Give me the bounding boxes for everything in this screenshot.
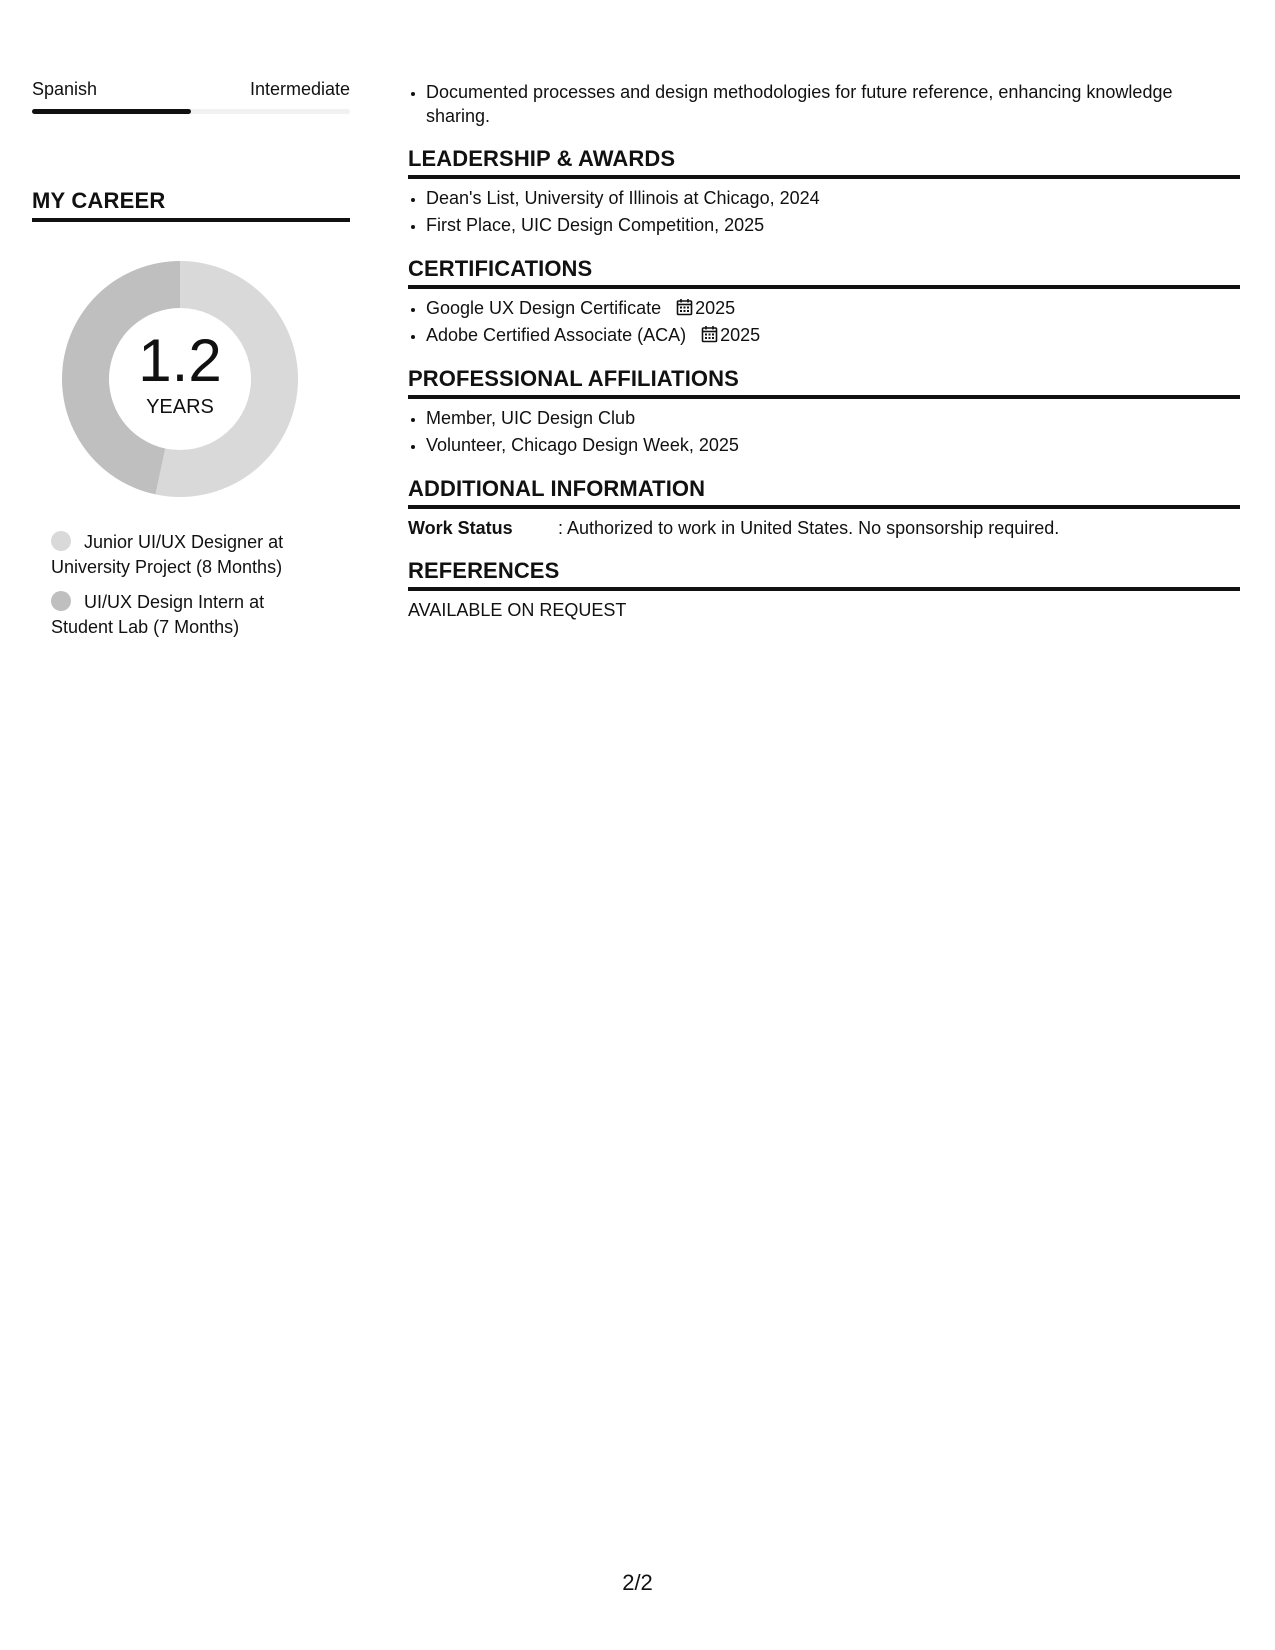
calendar-icon (676, 298, 693, 316)
calendar-icon (701, 325, 718, 343)
left-column (32, 78, 350, 650)
certification-name: Adobe Certified Associate (ACA) (426, 325, 687, 345)
legend-label: Junior UI/UX Designer at University Project (8 Months) (51, 532, 284, 577)
career-donut-chart (55, 254, 305, 504)
certification-year: 2025 (695, 298, 736, 318)
certifications-heading: CERTIFICATIONS (408, 256, 593, 281)
section-rule (408, 285, 1240, 289)
leadership-heading: LEADERSHIP & AWARDS (408, 146, 676, 171)
career-heading: MY CAREER (32, 188, 166, 213)
certification-name: Google UX Design Certificate (426, 298, 662, 318)
certification-year: 2025 (720, 325, 761, 345)
certification-item (426, 323, 1240, 348)
work-status-label: Work Status (408, 518, 513, 538)
list-item: • Volunteer, Chicago Design Week, 2025 (426, 433, 1240, 458)
list-item: • Documented processes and design methodologies for future reference, enhancing knowledge sharing. (426, 80, 1240, 128)
affiliations-heading: PROFESSIONAL AFFILIATIONS (408, 366, 739, 391)
career-total-value: 1.2 (138, 327, 222, 394)
career-legend (51, 530, 331, 640)
section-rule (408, 395, 1240, 399)
legend-item (51, 530, 331, 580)
section-rule (408, 505, 1240, 509)
donut-center (55, 254, 305, 504)
language-proficiency-fill (32, 109, 191, 114)
list-item: • Dean's List, University of Illinois at Chicago, 2024 (426, 186, 1240, 211)
certifications-list (408, 296, 1240, 348)
work-status-row (408, 516, 1240, 540)
career-heading-rule (32, 218, 350, 222)
references-heading: REFERENCES (408, 558, 560, 583)
references-text: AVAILABLE ON REQUEST (408, 600, 627, 620)
additional-info-heading: ADDITIONAL INFORMATION (408, 476, 706, 501)
work-status-value: : Authorized to work in United States. No sponsorship required. (558, 518, 1060, 538)
right-column (408, 80, 1240, 622)
career-total-unit: YEARS (146, 396, 214, 418)
legend-item (51, 590, 331, 640)
legend-dot (51, 531, 71, 551)
experience-tail-list (408, 80, 1240, 128)
language-level: Intermediate (249, 79, 350, 99)
language-name: Spanish (32, 79, 98, 99)
language-row (32, 78, 350, 100)
list-item: • First Place, UIC Design Competition, 2025 (426, 213, 1240, 238)
section-rule (408, 587, 1240, 591)
section-rule (408, 175, 1240, 179)
affiliations-list (408, 406, 1240, 458)
leadership-list (408, 186, 1240, 238)
legend-label: UI/UX Design Intern at Student Lab (7 Months) (51, 592, 265, 637)
list-item: • Member, UIC Design Club (426, 406, 1240, 431)
language-proficiency-bar (32, 109, 350, 114)
page-number: 2/2 (622, 1570, 653, 1595)
legend-dot (51, 591, 71, 611)
certification-item (426, 296, 1240, 321)
